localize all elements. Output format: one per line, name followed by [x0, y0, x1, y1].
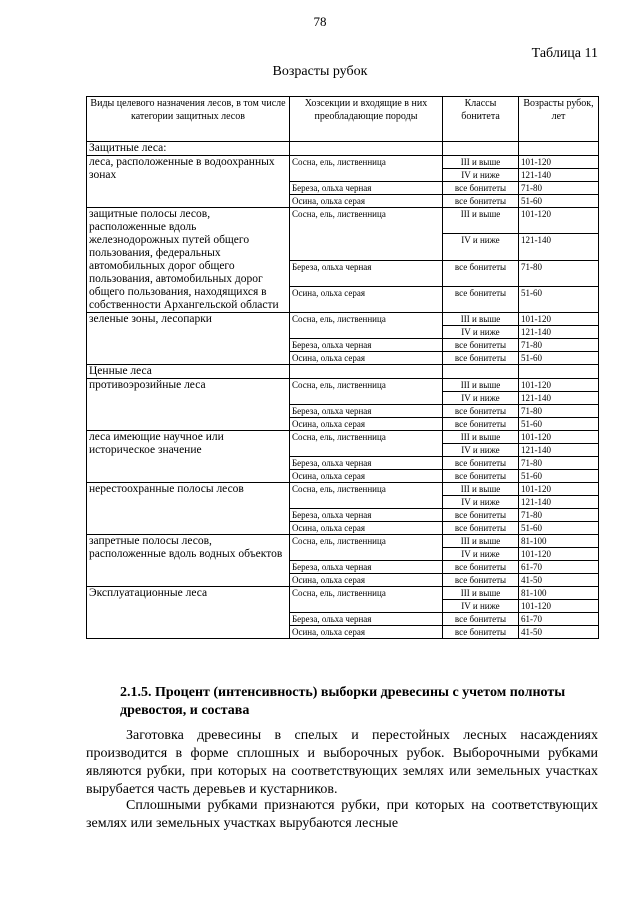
bonitet-cell: все бонитеты: [443, 195, 519, 208]
age-cell: 101-120: [519, 208, 599, 234]
species-cell: [290, 365, 443, 379]
page-number: 78: [313, 14, 327, 29]
forest-purpose-cell: защитные полосы лесов, расположенные вдоль железнодорожных путей общего пользования, федеральных автомобильных дорог общего пользования, автомобильных дорог общего пользования, находящихся в собственности Архангельской области: [87, 208, 290, 313]
species-cell: Сосна, ель, лиственница: [290, 483, 443, 509]
age-cell: 71-80: [519, 405, 599, 418]
age-cell: 51-60: [519, 522, 599, 535]
age-cell: 101-120: [519, 548, 599, 561]
species-cell: Осина, ольха серая: [290, 626, 443, 639]
age-cell: 101-120: [519, 156, 599, 169]
table-row: [87, 483, 599, 496]
species-cell: Береза, ольха черная: [290, 260, 443, 286]
bonitet-cell: все бонитеты: [443, 509, 519, 522]
age-cell: 61-70: [519, 561, 599, 574]
age-cell: 121-140: [519, 392, 599, 405]
bonitet-cell: III и выше: [443, 431, 519, 444]
paragraph: Сплошными рубками признаются рубки, при которых на соответствующих землях или земельных участках вырубаются лесные: [86, 798, 598, 831]
bonitet-cell: IV и ниже: [443, 392, 519, 405]
table-row: [87, 535, 599, 548]
table-row: [87, 431, 599, 444]
bonitet-cell: IV и ниже: [443, 496, 519, 509]
bonitet-cell: все бонитеты: [443, 352, 519, 365]
bonitet-cell: III и выше: [443, 379, 519, 392]
age-cell: 71-80: [519, 457, 599, 470]
species-cell: Береза, ольха черная: [290, 182, 443, 195]
species-cell: Сосна, ель, лиственница: [290, 156, 443, 182]
age-cell: 61-70: [519, 613, 599, 626]
bonitet-cell: все бонитеты: [443, 339, 519, 352]
table-row: [87, 587, 599, 600]
forest-purpose-cell: леса, расположенные в водоохранных зонах: [87, 156, 290, 208]
age-cell: 51-60: [519, 352, 599, 365]
age-cell: 121-140: [519, 234, 599, 260]
species-cell: Береза, ольха черная: [290, 339, 443, 352]
age-cell: [519, 142, 599, 156]
bonitet-cell: все бонитеты: [443, 574, 519, 587]
species-cell: Сосна, ель, лиственница: [290, 313, 443, 339]
species-cell: Сосна, ель, лиственница: [290, 587, 443, 613]
forest-purpose-cell: запретные полосы лесов, расположенные вдоль водных объектов: [87, 535, 290, 587]
species-cell: Осина, ольха серая: [290, 470, 443, 483]
age-cell: 71-80: [519, 260, 599, 286]
bonitet-cell: все бонитеты: [443, 561, 519, 574]
age-cell: 121-140: [519, 169, 599, 182]
table-row: [87, 313, 599, 326]
age-cell: 101-120: [519, 313, 599, 326]
age-cell: 101-120: [519, 483, 599, 496]
bonitet-cell: III и выше: [443, 156, 519, 169]
bonitet-cell: III и выше: [443, 587, 519, 600]
age-cell: 51-60: [519, 195, 599, 208]
forest-purpose-cell: леса имеющие научное или историческое значение: [87, 431, 290, 483]
age-cell: 71-80: [519, 509, 599, 522]
age-cell: 51-60: [519, 470, 599, 483]
bonitet-cell: все бонитеты: [443, 286, 519, 312]
bonitet-cell: все бонитеты: [443, 522, 519, 535]
bonitet-cell: III и выше: [443, 483, 519, 496]
cutting-age-table: [86, 96, 599, 639]
header-species: Хозсекции и входящие в них преобладающие породы: [290, 97, 443, 142]
bonitet-cell: IV и ниже: [443, 600, 519, 613]
table-label: Таблица 11: [531, 46, 598, 61]
table-caption: Возрасты рубок: [272, 64, 368, 79]
header-cutting-age: Возрасты рубок, лет: [519, 97, 599, 142]
species-cell: Осина, ольха серая: [290, 286, 443, 312]
bonitet-cell: все бонитеты: [443, 626, 519, 639]
age-cell: 41-50: [519, 574, 599, 587]
header-forest-purpose: Виды целевого назначения лесов, в том числе категории защитных лесов: [87, 97, 290, 142]
bonitet-cell: все бонитеты: [443, 405, 519, 418]
age-cell: 121-140: [519, 326, 599, 339]
table-row-category: [87, 365, 599, 379]
species-cell: Береза, ольха черная: [290, 509, 443, 522]
forest-purpose-cell: противоэрозийные леса: [87, 379, 290, 431]
species-cell: Береза, ольха черная: [290, 457, 443, 470]
age-cell: 51-60: [519, 286, 599, 312]
bonitet-cell: [443, 142, 519, 156]
species-cell: Сосна, ель, лиственница: [290, 379, 443, 405]
bonitet-cell: IV и ниже: [443, 444, 519, 457]
bonitet-cell: III и выше: [443, 208, 519, 234]
bonitet-cell: все бонитеты: [443, 457, 519, 470]
age-cell: 101-120: [519, 431, 599, 444]
forest-purpose-cell: зеленые зоны, лесопарки: [87, 313, 290, 365]
bonitet-cell: [443, 365, 519, 379]
species-cell: Сосна, ель, лиственница: [290, 535, 443, 561]
forest-purpose-cell: Эксплуатационные леса: [87, 587, 290, 639]
age-cell: 51-60: [519, 418, 599, 431]
species-cell: Сосна, ель, лиственница: [290, 431, 443, 457]
species-cell: Береза, ольха черная: [290, 613, 443, 626]
table-row-category: [87, 142, 599, 156]
category-label: Защитные леса:: [87, 142, 290, 156]
species-cell: Осина, ольха серая: [290, 522, 443, 535]
header-bonitet: Классы бонитета: [443, 97, 519, 142]
category-label: Ценные леса: [87, 365, 290, 379]
table-row: [87, 379, 599, 392]
species-cell: Береза, ольха черная: [290, 405, 443, 418]
bonitet-cell: все бонитеты: [443, 613, 519, 626]
age-cell: 71-80: [519, 339, 599, 352]
age-cell: 41-50: [519, 626, 599, 639]
species-cell: [290, 142, 443, 156]
bonitet-cell: IV и ниже: [443, 234, 519, 260]
species-cell: Осина, ольха серая: [290, 352, 443, 365]
table-row: [87, 156, 599, 169]
bonitet-cell: III и выше: [443, 535, 519, 548]
bonitet-cell: IV и ниже: [443, 326, 519, 339]
forest-purpose-cell: нерестоохранные полосы лесов: [87, 483, 290, 535]
species-cell: Береза, ольха черная: [290, 561, 443, 574]
species-cell: Сосна, ель, лиственница: [290, 208, 443, 261]
bonitet-cell: все бонитеты: [443, 182, 519, 195]
species-cell: Осина, ольха серая: [290, 195, 443, 208]
section-heading: 2.1.5. Процент (интенсивность) выборки древесины с учетом полноты древостоя, и состава: [120, 685, 566, 718]
age-cell: 101-120: [519, 379, 599, 392]
bonitet-cell: все бонитеты: [443, 418, 519, 431]
age-cell: 101-120: [519, 600, 599, 613]
age-cell: 71-80: [519, 182, 599, 195]
age-cell: 121-140: [519, 444, 599, 457]
age-cell: [519, 365, 599, 379]
species-cell: Осина, ольха серая: [290, 574, 443, 587]
bonitet-cell: все бонитеты: [443, 470, 519, 483]
age-cell: 81-100: [519, 587, 599, 600]
age-cell: 81-100: [519, 535, 599, 548]
table-body: [87, 142, 599, 639]
table-row: [87, 208, 599, 234]
bonitet-cell: IV и ниже: [443, 548, 519, 561]
species-cell: Осина, ольха серая: [290, 418, 443, 431]
bonitet-cell: все бонитеты: [443, 260, 519, 286]
paragraph: Заготовка древесины в спелых и перестойных лесных насаждениях производится в форме сплошных и выборочных рубок. Выборочными рубками являются рубки, при которых на соответствующих землях или земельных участках вырубается часть деревьев и кустарников.: [86, 728, 598, 797]
age-cell: 121-140: [519, 496, 599, 509]
bonitet-cell: III и выше: [443, 313, 519, 326]
bonitet-cell: IV и ниже: [443, 169, 519, 182]
